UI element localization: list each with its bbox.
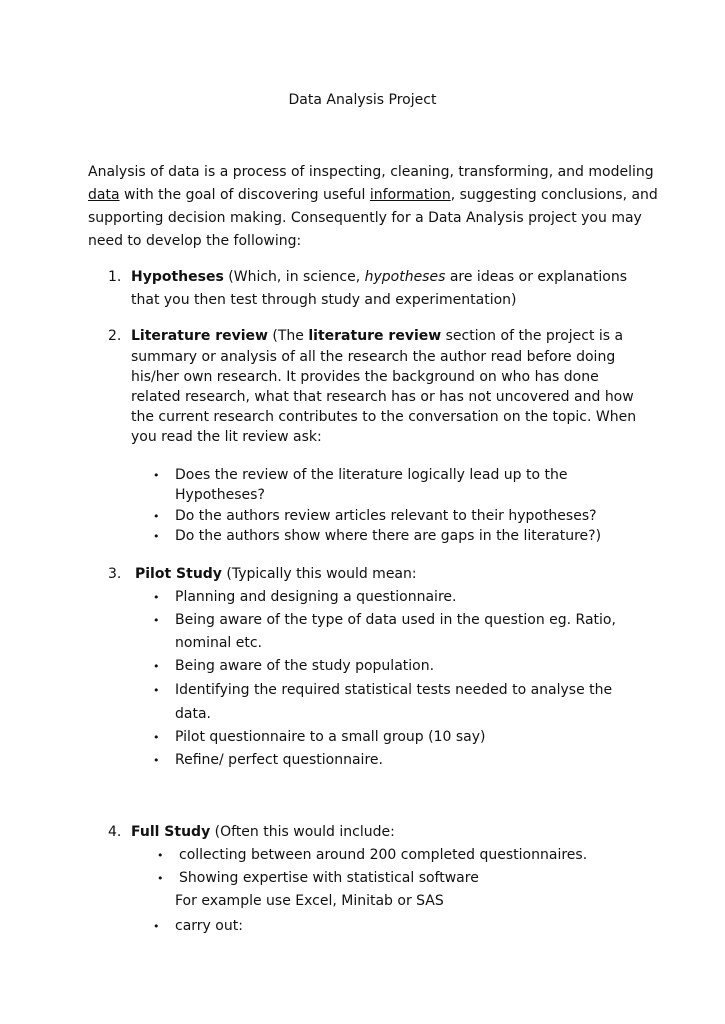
bullet-icon: •: [157, 872, 164, 885]
item-1-text-b: are ideas or explanations: [445, 269, 627, 285]
bullet-icon: •: [153, 469, 160, 482]
list-item: Does the review of the literature logically lead up to the: [175, 467, 568, 483]
item-1-line-1: [131, 267, 627, 287]
intro-line-2: [88, 185, 658, 205]
bullet-icon: •: [153, 920, 160, 933]
item-2-line: his/her own research. It provides the background on who has done: [131, 369, 599, 385]
list-item: Hypotheses?: [175, 487, 265, 503]
bullet-icon: •: [153, 614, 160, 627]
list-item: Planning and designing a questionnaire.: [175, 589, 457, 605]
list-item: Refine/ perfect questionnaire.: [175, 752, 383, 768]
data-link[interactable]: data: [88, 187, 120, 203]
item-4-heading: Full Study: [131, 824, 211, 840]
item-4-line-1: [131, 822, 395, 842]
bullet-icon: •: [157, 849, 164, 862]
bullet-icon: •: [153, 660, 160, 673]
list-item: nominal etc.: [175, 635, 263, 651]
list-item: Identifying the required statistical tests needed to analyse the: [175, 682, 613, 698]
document-title: Data Analysis Project: [288, 92, 437, 108]
item-2-line-1: [131, 326, 623, 346]
list-item: For example use Excel, Minitab or SAS: [175, 893, 444, 909]
item-2-text-a: (The: [267, 328, 309, 344]
list-item: Do the authors review articles relevant to their hypotheses?: [175, 508, 597, 524]
bullet-icon: •: [153, 731, 160, 744]
bullet-icon: •: [153, 510, 160, 523]
bullet-icon: •: [153, 530, 160, 543]
list-item: Being aware of the type of data used in the question eg. Ratio,: [175, 612, 616, 628]
item-4-number: 4.: [108, 824, 122, 840]
item-1-text-a: (Which, in science,: [223, 269, 365, 285]
intro-line-3: supporting decision making. Consequently for a Data Analysis project you may: [88, 210, 642, 226]
intro-line-4: need to develop the following:: [88, 233, 302, 249]
list-item: Do the authors show where there are gaps in the literature?): [175, 528, 602, 544]
bullet-icon: •: [153, 591, 160, 604]
bullet-icon: •: [153, 684, 160, 697]
item-3-heading: Pilot Study: [135, 566, 222, 582]
list-item: Being aware of the study population.: [175, 658, 435, 674]
item-2-heading: Literature review: [131, 328, 268, 344]
information-link[interactable]: information: [369, 187, 451, 203]
item-4-text: (Often this would include:: [210, 824, 395, 840]
list-item: Pilot questionnaire to a small group (10 say): [175, 729, 486, 745]
item-2-line: you read the lit review ask:: [131, 429, 322, 445]
list-item: collecting between around 200 completed questionnaires.: [179, 847, 588, 863]
item-3-number: 3.: [108, 566, 122, 582]
item-2-line: summary or analysis of all the research the author read before doing: [131, 349, 616, 365]
item-3-line-1: [135, 564, 417, 584]
item-1-italic: hypotheses: [364, 269, 446, 285]
list-item: data.: [175, 706, 211, 722]
item-1-heading: Hypotheses: [131, 269, 224, 285]
bullet-icon: •: [153, 754, 160, 767]
item-1-line-2: that you then test through study and experimentation): [131, 292, 517, 308]
intro-line-2-end: , suggesting conclusions, and: [450, 187, 658, 203]
intro-line-2-mid: with the goal of discovering useful: [119, 187, 370, 203]
list-item: carry out:: [175, 918, 243, 934]
item-3-text: (Typically this would mean:: [221, 566, 417, 582]
item-2-bold-2: literature review: [308, 328, 442, 344]
item-2-line: the current research contributes to the conversation on the topic. When: [131, 409, 637, 425]
item-1-number: 1.: [108, 269, 122, 285]
item-2-text-b: section of the project is a: [441, 328, 624, 344]
item-2-line: related research, what that research has or has not uncovered and how: [131, 389, 634, 405]
intro-line-1: Analysis of data is a process of inspecting, cleaning, transforming, and modeling: [88, 164, 654, 180]
list-item: Showing expertise with statistical software: [179, 870, 479, 886]
item-2-number: 2.: [108, 328, 122, 344]
